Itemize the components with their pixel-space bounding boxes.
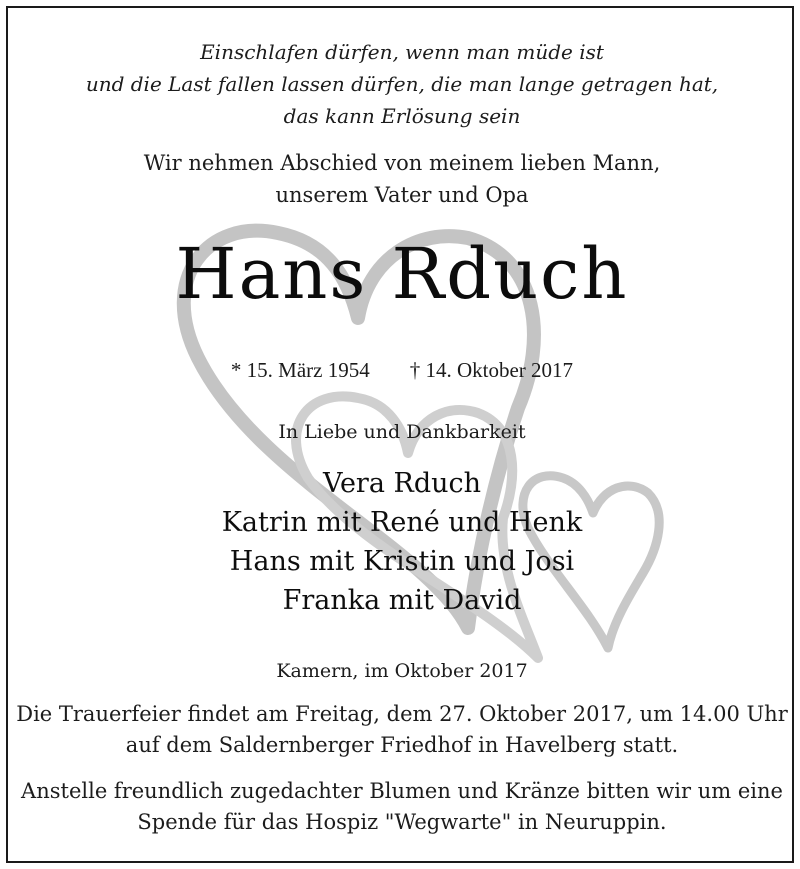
- obituary-notice: [6, 6, 794, 863]
- family-member: Katrin mit René und Henk: [221, 507, 583, 538]
- deceased-name: Hans Rduch: [175, 233, 629, 315]
- family-member: Franka mit David: [282, 585, 522, 616]
- intro-line: Wir nehmen Abschied von meinem lieben Mann,: [143, 151, 661, 175]
- poem-line: das kann Erlösung sein: [283, 104, 521, 128]
- funeral-info: auf dem Saldernberger Friedhof in Havelberg statt.: [125, 733, 679, 757]
- intro-line: unserem Vater und Opa: [275, 183, 529, 207]
- donation-info: Spende für das Hospiz "Wegwarte" in Neuruppin.: [137, 810, 667, 834]
- life-dates: [8, 358, 794, 383]
- poem-line: Einschlafen dürfen, wenn man müde ist: [200, 40, 604, 64]
- poem-line: und die Last fallen lassen dürfen, die man lange getragen hat,: [85, 72, 719, 96]
- birth-date: * 15. März 1954: [230, 358, 370, 382]
- family-member: Hans mit Kristin und Josi: [229, 546, 575, 577]
- thanks-line: In Liebe und Dankbarkeit: [278, 421, 526, 443]
- donation-info: Anstelle freundlich zugedachter Blumen und Kränze bitten wir um eine: [21, 779, 783, 803]
- family-member: Vera Rduch: [322, 468, 482, 499]
- death-date: † 14. Oktober 2017: [409, 358, 574, 382]
- funeral-info: Die Trauerfeier findet am Freitag, dem 27. Oktober 2017, um 14.00 Uhr: [16, 702, 788, 726]
- place-date: Kamern, im Oktober 2017: [276, 660, 528, 682]
